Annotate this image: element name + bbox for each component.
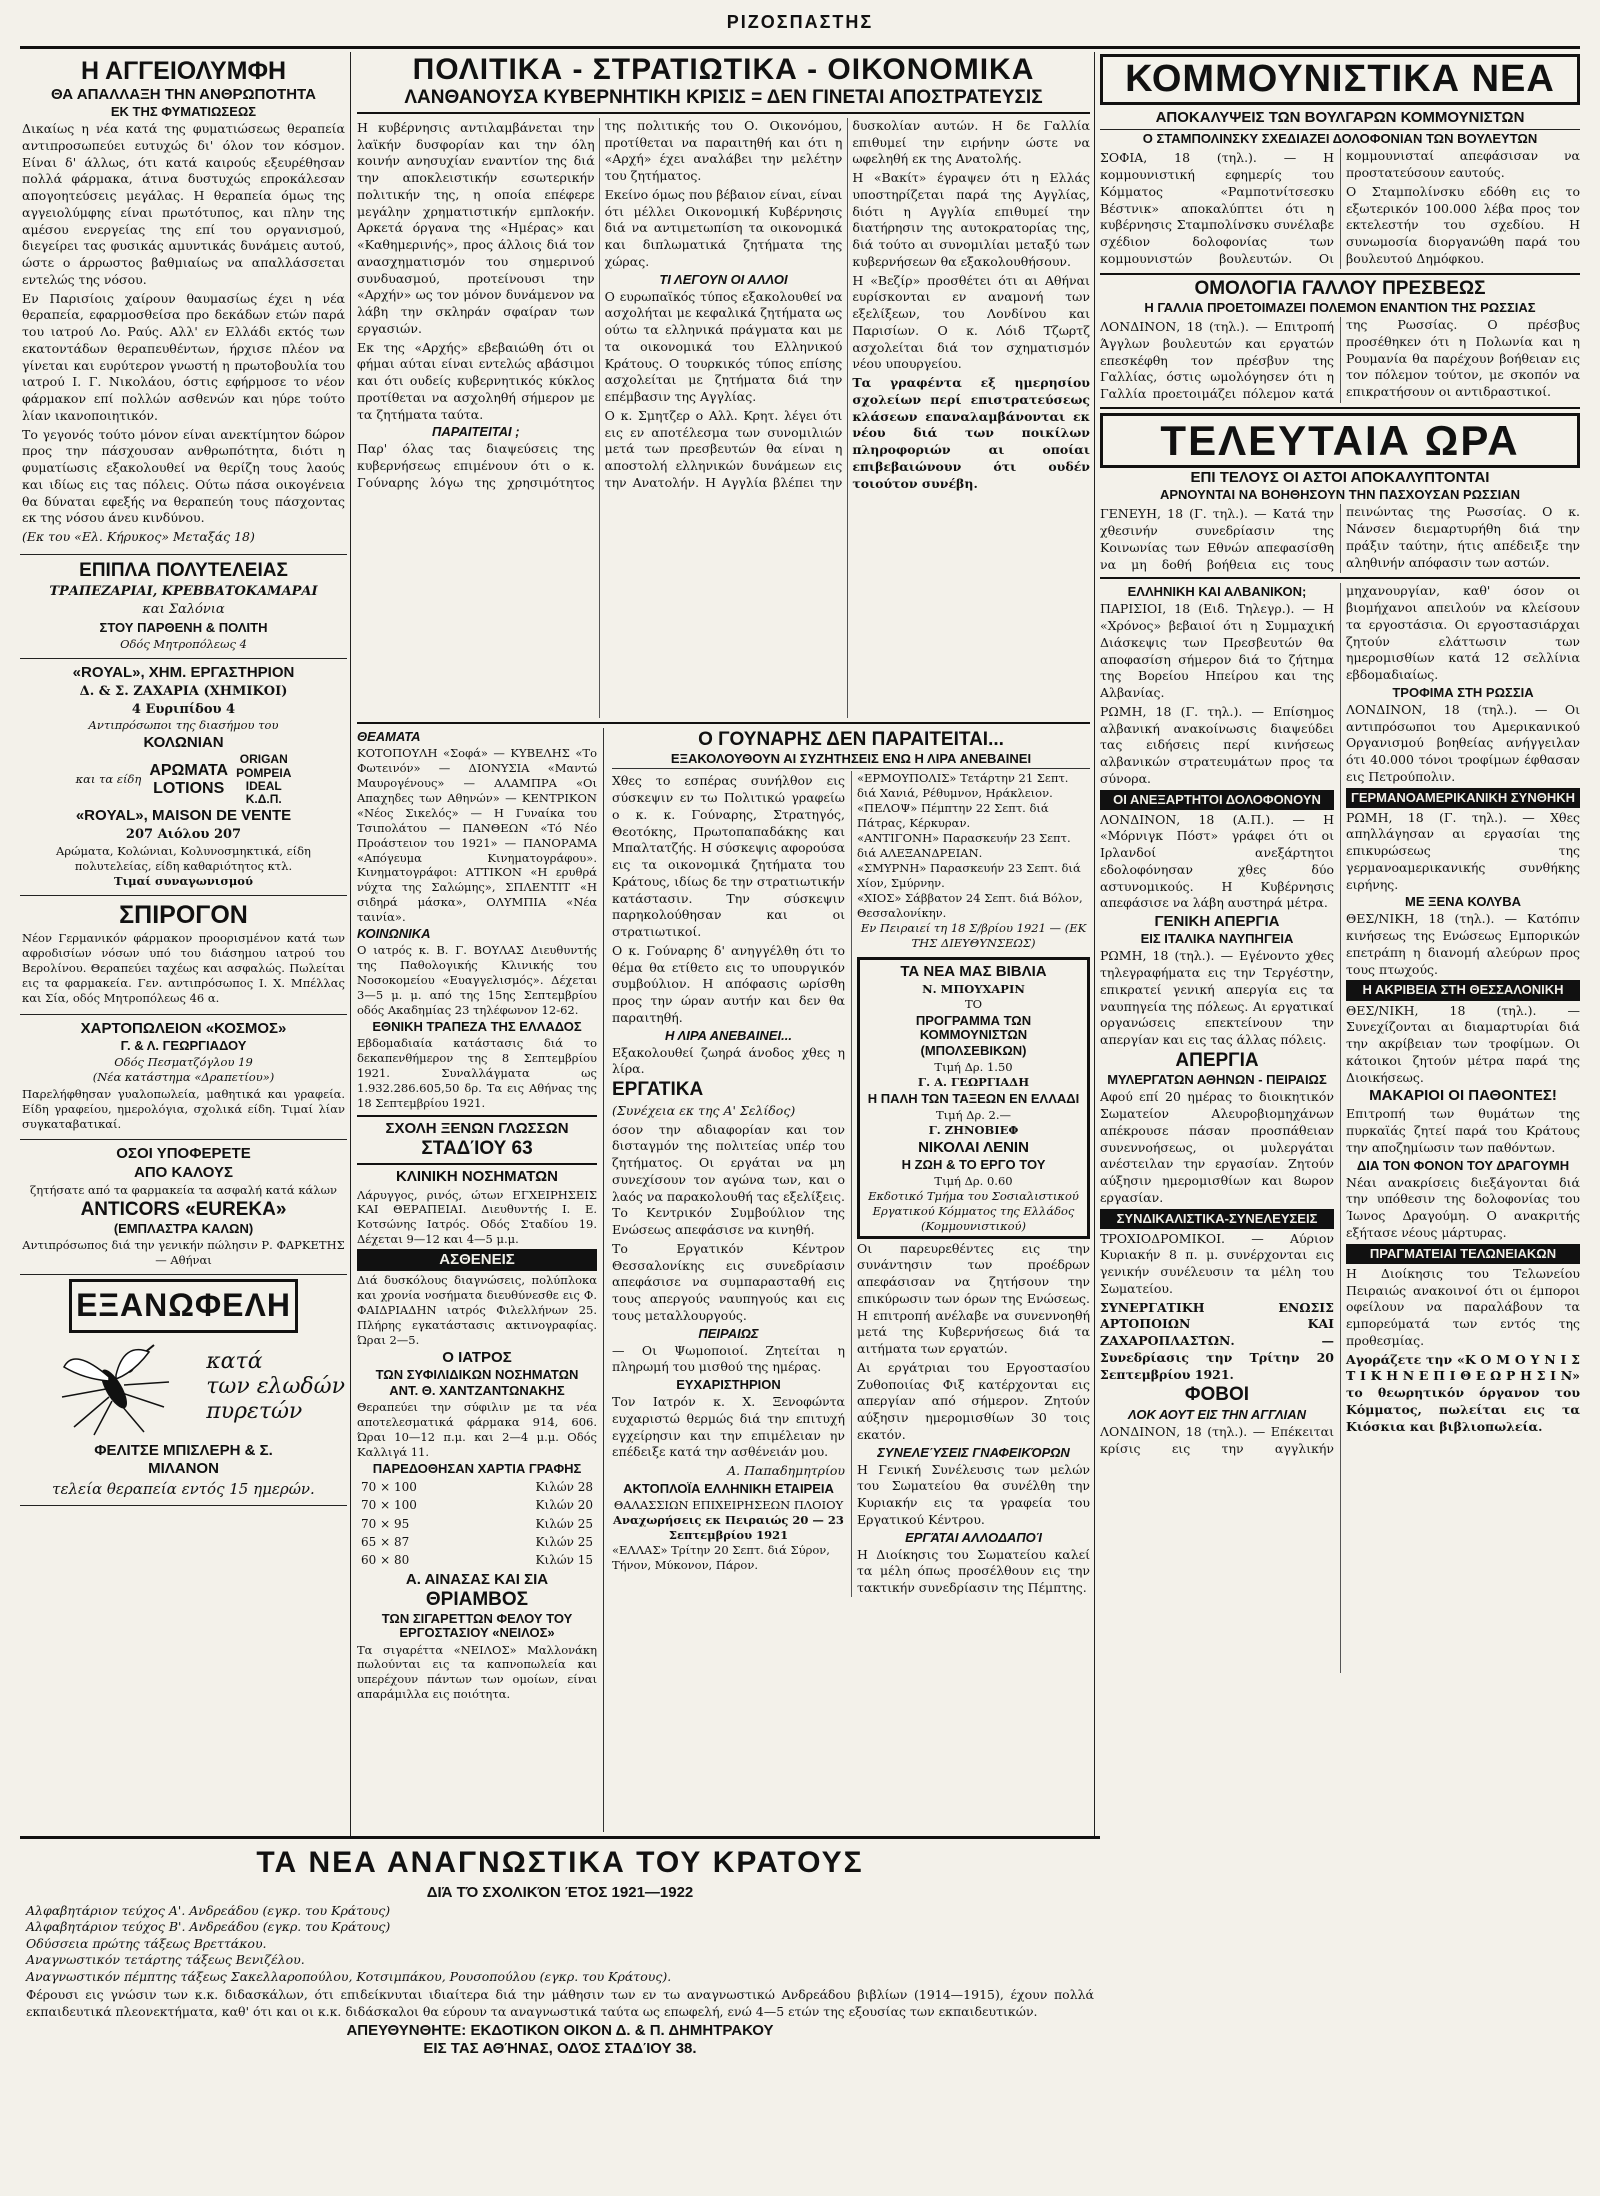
book-title: ΝΙΚΟΛΑΙ ΛΕΝΙΝ bbox=[918, 1138, 1029, 1156]
paragraph: Τα σιγαρέττα «ΝΕΙΛΟΣ» Μαλλονάκη πωλούνται εις τα καπνοπωλεία και υπερέχουν πάντων των ομοίων, είναι απαράμιλλα εις ποιότητα. bbox=[357, 1642, 597, 1702]
ad-title: ΣΠΙΡΟΓΟΝ bbox=[119, 900, 248, 929]
ad-name: ΑΝΤ. Θ. ΧΑΝΤΖΑΝΤΩΝΑΚΗΣ bbox=[389, 1383, 565, 1399]
paragraph: (Συνέχεια εκ της Α' Σελίδος) bbox=[612, 1102, 796, 1118]
paragraph: Η Διοίκησις του Σωματείου καλεί τα μέλη όπως προσέλθουν εις την τακτικήν συνεδρίασιν της Πέμπτης. bbox=[857, 1546, 1090, 1596]
ad-brand: POMPEIA bbox=[236, 765, 292, 780]
ad-address: 207 Αιόλου 207 bbox=[125, 827, 242, 843]
paragraph: Τον Ιατρόν κ. Χ. Ξενοφώντα ευχαριστώ θερμώς διά την επιτυχή εγχείρησιν και την επιμέλειαν ην επέδειξε κατά την ασθένειάν μου. bbox=[612, 1394, 845, 1460]
list-item: «ΠΕΛΟΨ» Πέμπτην 22 Σεπτ. διά Πάτρας, Κέρκυραν. bbox=[857, 801, 1049, 831]
ad-address: Οδός Μητροπόλεως 4 bbox=[120, 636, 247, 651]
divider bbox=[1100, 407, 1580, 409]
paragraph: ΤΡΟΧΙΟΔΡΟΜΙΚΟΙ. — Αύριον Κυριακήν 8 π. μ. συνέρχονται εις γενικήν συνέλευσιν τα μέλη του Σωματείου. bbox=[1100, 1230, 1334, 1296]
ad-brand-sub: (ΕΜΠΛΑΣΤΡΑ ΚΑΛΩΝ) bbox=[113, 1221, 254, 1237]
article-heading: ΠΑΡΑΙΤΕΙΤΑΙ ; bbox=[432, 424, 520, 440]
ad-brand: K.Δ.Π. bbox=[245, 792, 282, 807]
article-heading: Η ΑΚΡΙΒΕΙΑ ΣΤΗ ΘΕΣΣΑΛΟΝΙΚΗ bbox=[1346, 980, 1580, 1000]
paragraph: ΡΩΜΗ, 18 (Γ. τηλ.). — Χθες απηλλάγησαν αι εργασίαι της επικυρώσεως της γερμανοαμερικανικής συνθήκης ειρήνης. bbox=[1346, 809, 1580, 892]
paper-size: 65 × 87 bbox=[361, 1535, 410, 1550]
ad-kosmos bbox=[20, 1015, 347, 1141]
ad-sub: ΘΑΛΑΣΣΙΩΝ ΕΠΙΧΕΙΡΗΣΕΩΝ ΠΛΟΙΟΥ bbox=[613, 1497, 844, 1512]
paper-weight: Κιλών 25 bbox=[535, 1535, 593, 1550]
ad-line: ΤΡΑΠΕΖΑΡΙΑΙ, ΚΡΕΒΒΑΤΟΚΑΜΑΡΑΙ bbox=[49, 584, 318, 600]
masthead bbox=[20, 6, 1580, 49]
divider bbox=[357, 1163, 597, 1165]
paragraph: Εκείνο όμως που βέβαιον είναι, είναι ότι μέλλει Οικονομική Κυβέρνησις διά να αντιμετωπίση τα οικονομικά και διπλωματικά ζητήματα της χώρας. bbox=[604, 186, 843, 269]
ad-line: και τα είδη bbox=[75, 772, 142, 787]
ad-brands bbox=[22, 753, 345, 806]
paragraph: Ο Σταμπολίνσκυ εδόθη εις το εξωτερικόν 100.000 λέβα προς τον εκτελεστήν του σχεδίου. Η συνωμοσία διοργανώθη παρά του βουλευτού Δημόφκου. bbox=[1346, 183, 1580, 266]
article-heading: ΤΙ ΛΕΓΟΥΝ ΟΙ ΑΛΛΟΙ bbox=[659, 271, 788, 287]
paragraph: ΛΟΝΔΙΝΟΝ, 18 (Α.Π.). — Η «Μόρνιγκ Πόστ» γράφει ότι οι Ιρλανδοί ανεξάρτητοι εδολοφόνησαν χθες δύο αστυνομικούς. Η Κυβέρνησις απεφάσισε να λάβη αυστηρά μέτρα. bbox=[1100, 811, 1334, 911]
article-heading: ΕΛΛΗΝΙΚΗ ΚΑΙ ΑΛΒΑΝΙΚΟΝ; bbox=[1127, 584, 1307, 600]
ad-product: ΚΟΛΩΝΙΑΝ bbox=[143, 734, 224, 752]
article-heading: ΚΟΙΝΩΝΙΚΑ bbox=[357, 926, 431, 942]
books-box bbox=[857, 957, 1090, 1239]
paragraph: ΛΟΝΔΙΝΟΝ, 18 (τηλ.). — Επέκειται κρίσις εις την αγγλικήν μηχανουργίαν, καθ' όσον οι βιομήχανοι απειλούν να κλείσουν τα εργοστάσια. Οι εργοστασιάρχαι ζητούν ελάττωσιν των ημερομισθίων κατά 12 σελλίνια εβδομαδιαίως. bbox=[1100, 583, 1580, 1456]
paragraph: Ο ιατρός κ. Β. Γ. ΒΟΥΛΑΣ Διευθυντής της Παθολογικής Κλινικής του Νοσοκομείου «Ευαγγελισμός». Δέχεται 3—5 μ. μ. από της 15ης Σεπτεμβρίου οδός Ακαδημίας 23 τηλέφωνον 12-62. bbox=[357, 943, 597, 1017]
column-center bbox=[357, 52, 1090, 1832]
ad-shop: ΣΤΟΥ ΠΑΡΘΕΝΗ & ΠΟΛΙΤΗ bbox=[99, 619, 268, 635]
lower-center bbox=[357, 728, 1090, 1832]
headline: Ο ΓΟΥΝΑΡΗΣ ΔΕΝ ΠΑΡΑΙΤΕΙΤΑΙ... bbox=[698, 728, 1004, 750]
paper-size: 60 × 80 bbox=[361, 1553, 410, 1568]
ad-address: 4 Ευριπίδου 4 bbox=[131, 701, 236, 717]
ad-title: ΕΞΑΝΩΦΕΛΗ bbox=[69, 1279, 298, 1333]
book-sub: Η ΖΩΗ & ΤΟ ΕΡΓΟ ΤΟΥ bbox=[901, 1156, 1046, 1172]
ad-line: ζητήσατε από τα φαρμακεία τα ασφαλή κατά κάλων bbox=[30, 1182, 337, 1197]
books-title: ΤΑ ΝΕΑ ΜΑΣ ΒΙΒΛΙΑ bbox=[900, 962, 1047, 980]
ad-exanofeli bbox=[20, 1275, 347, 1506]
paragraph: ΠΑΡΙΣΙΟΙ, 18 (Ειδ. Τηλεγρ.). — Η «Χρόνος» βεβαιοί ότι η Συμμαχική Διάσκεψις των Πρεσβευτών θα αποφασίση σήμερον διά το ζήτημα της Βορείου Ηπείρου και της Αλβανίας. bbox=[1100, 601, 1334, 701]
paragraph: Θεραπεύει την σύφιλιν με τα νέα αποτελεσματικά φάρμακα 914, 606. Ώραι 10—12 π.μ. και 2—4 μ.μ. Οδός Καλλιγά 11. bbox=[357, 1400, 597, 1460]
paragraph: Ο ευρωπαϊκός τύπος εξακολουθεί να ασχολήται με κεφαλικά ζητήματα ως ούτω τα ελληνικά πράγματα και με τα οικονομικά του Ελληνικού Κράτους. Ο τουρκικός τύπος επίσης ασχολείται με ζητήματα διά την επέμβασιν της Αγγλίας. bbox=[604, 288, 843, 405]
ad-spirogon bbox=[20, 896, 347, 1015]
paragraph: ΓΕΝΕΥΗ, 18 (Γ. τηλ.). — Κατά την χθεσινήν συνεδρίασιν της Κοινωνίας των Εθνών απεφασίσθη να μη δοθή βοήθεια εις τους πεινώντας της Ρωσσίας. Ο κ. Νάνσεν διεμαρτυρήθη διά την πράξιν ταύτην, ήτις απέδειξε την αληθινήν απόφασιν των αστών. bbox=[1100, 504, 1580, 572]
paper-table bbox=[357, 1478, 597, 1570]
table-row bbox=[357, 1533, 597, 1551]
news-columns bbox=[1100, 148, 1580, 268]
ad-sub: ΤΩΝ ΣΥΦΙΛΙΔΙΚΩΝ ΝΟΣΗΜΑΤΩΝ bbox=[375, 1367, 579, 1383]
divider bbox=[1100, 273, 1580, 275]
table-row bbox=[357, 1478, 597, 1496]
paragraph: ΛΟΝΔΙΝΟΝ, 18 (τηλ.). — Επιτροπή Άγγλων βουλευτών και εργατών επεσκέφθη τον πρέσβυν της Γαλλίας, όστις ωμολόγησεν ότι η Γαλλία προετοιμάζει πόλεμον κατά της Ρωσσίας. Ο πρέσβυς προσέθηκεν ότι η Πολωνία και η Ρουμανία θα παρέχουν βοήθειαν εις τον πόλεμον τούτον, με σκοπόν να επικρατήσουν οι αντιδραστικοί. bbox=[1100, 317, 1580, 402]
ad-owner: Γ. & Λ. ΓΕΩΡΓΙΑΔΟΥ bbox=[120, 1037, 247, 1053]
banner-line: Οδύσσεια πρώτης τάξεως Βρεττάκου. bbox=[26, 1935, 267, 1951]
paragraph: Η «Βεζίρ» προσθέτει ότι αι Αθήναι ευρίσκονται εν αναμονή των εξελίξεων, του Λονδίνου και Παρισίων. Ο κ. Λόιδ Τζωρτζ ασχολείται διά τον σχηματισμόν νέου υπουργείου. bbox=[852, 272, 1090, 372]
article-heading: ΣΥΝΔΙΚΑΛΙΣΤΙΚΑ-ΣΥΝΕΛΕΥΣΕΙΣ bbox=[1100, 1209, 1334, 1229]
ad-title: ΑΣΘΕΝΕΙΣ bbox=[357, 1249, 597, 1271]
ad-title: ΘΡΙΑΜΒΟΣ bbox=[425, 1588, 529, 1610]
subheadline: Ο ΣΤΑΜΠΟΛΙΝΣΚΥ ΣΧΕΔΙΑΖΕΙ ΔΟΛΟΦΟΝΙΑΝ ΤΩΝ ΒΟΥΛΕΥΤΩΝ bbox=[1142, 131, 1538, 147]
article-heading: ΟΙ ΑΝΕΞΑΡΤΗΤΟΙ ΔΟΛΟΦΟΝΟΥΝ bbox=[1100, 790, 1334, 810]
paragraph: Ο κ. Γούναρης δ' ανηγγέλθη ότι το θέμα θα ετίθετο εις το υπουργικόν συμβούλιον. Η απόφασις ωρίσθη προς την ώραν αυτήν και δεν θα παραιτηθή. bbox=[612, 942, 845, 1025]
list-item: «ΣΜΥΡΝΗ» Παρασκευήν 23 Σεπτ. διά Χίον, Σμύρνην. bbox=[857, 861, 1081, 891]
ad-line: πυρετών bbox=[206, 1399, 303, 1425]
ad-title: «ROYAL», ΧΗΜ. ΕΡΓΑΣΤΗΡΙΟΝ bbox=[72, 663, 295, 681]
divider bbox=[357, 1115, 597, 1117]
paragraph: Λάρυγγος, ρινός, ώτων ΕΓΧΕΙΡΗΣΕΙΣ ΚΑΙ ΘΕΡΑΠΕΙΑΙ. Διευθυντής Ι. Ε. Κοτσώνης Ιατρός. Οδός Σταδίου 19. Δέχεται 9—12 και 4—5 μ.μ. bbox=[357, 1187, 597, 1247]
banner-sub: ΔΙΆ ΤΌ ΣΧΟΛΙΚΌΝ ΈΤΟΣ 1921—1922 bbox=[426, 1883, 694, 1901]
ad-title: ΣΧΟΛΗ ΞΕΝΩΝ ΓΛΩΣΣΩΝ bbox=[385, 1119, 569, 1137]
ad-address: ΣΤΑΔΊΟΥ 63 bbox=[421, 1137, 533, 1159]
subheadline: ΕΚ ΤΗΣ ΦΥΜΑΤΙΩΣΕΩΣ bbox=[110, 104, 257, 120]
ad-eureka bbox=[20, 1140, 347, 1275]
ad-furniture bbox=[20, 555, 347, 659]
ad-title: ΕΠΙΠΛΑ ΠΟΛΥΤΕΛΕΙΑΣ bbox=[79, 559, 288, 581]
book-author: Γ. ΖΗΝΟΒΙΕΦ bbox=[928, 1122, 1019, 1137]
list-item: «ΧΙΟΣ» Σάββατον 24 Σεπτ. διά Βόλον, Θεσσαλονίκην. bbox=[857, 890, 1083, 920]
paragraph: ΡΩΜΗ, 18 (τηλ.). — Εγένοντο χθες τηλεγραφήματα εις την Τεργέστην, επικρατεί γενική απεργία εις τα ναυπηγεία της πόλεως. Αι εργατικαί οργανώσεις επεκτείνουν την απεργίαν και εις τας άλλας πόλεις. bbox=[1100, 948, 1334, 1048]
paragraph: Εξακολουθεί ζωηρά άνοδος χθες η λίρα. bbox=[612, 1044, 845, 1077]
banner-address: ΕΙΣ ΤΑΣ ΑΘΉΝΑΣ, ΟΔΌΣ ΣΤΑΔΊΟΥ 38. bbox=[423, 2039, 697, 2057]
article-heading: ΜΕ ΞΕΝΑ ΚΟΛΥΒΑ bbox=[1404, 894, 1522, 910]
paragraph: Δικαίως η νέα κατά της φυματιώσεως θεραπεία αντιπροσωπεύει ευτυχώς δι' όλον τον κόσμον. Είναι δ' άλλως, ότι κατά καιρούς εξευρέθησαν πολλά φάρμακα, άτινα δυστυχώς επροκάλεσαν απογοητεύσεις μεγάλας. Η θεραπεία όμως της αγγειολύμφης είναι πρωτότυπος, και πλην της αμέσου ενεργείας της επί του οργανισμού, διεγείρει τας φυσικάς αμυντικάς δυνάμεις αυτού, ώστε ο άρρωστος βαθμιαίως να απαλλάσσεται εντελώς της νόσου. bbox=[22, 121, 345, 287]
ad-line: Αρώματα, Κολώνιαι, Κολυνοσμηκτικά, είδη πολυτελείας, είδη καθαριότητος κτλ. bbox=[56, 844, 311, 873]
banner-title: ΤΑ ΝΕΑ ΑΝΑΓΝΩΣΤΙΚΑ ΤΟΥ ΚΡΑΤΟΥΣ bbox=[256, 1846, 864, 1879]
paragraph: όσον την αδιαφορίαν και τον δισταγμόν της πολιτείας υπέρ του ζητήματος. Οι εργάται να μη συνεχίσουν τον αγώνα των, και ο λαός να παρακολουθή τας εξελίξεις. Το Κεντρικόν Συμβούλιον της Ενώσεως απεφάσισε να κινηθή. bbox=[612, 1121, 845, 1237]
mosquito-icon bbox=[54, 1337, 174, 1437]
article-angiolymph bbox=[20, 52, 347, 555]
ad-sub: ΑΠΟ ΚΑΛΟΥΣ bbox=[133, 1163, 234, 1181]
book-pre: ΤΟ bbox=[964, 996, 983, 1011]
ad-title: ΠΑΡΕΔΟΘΗΣΑΝ ΧΑΡΤΙΑ ΓΡΑΦΗΣ bbox=[372, 1461, 582, 1477]
banner-line: Αναγνωστικόν πέμπτης τάξεως Σακελλαροπούλου, Κοτσιμπάκου, Ρουσοπούλου (εγκρ. του Κράτους). bbox=[26, 1968, 672, 1984]
ad-note: Τιμαί συναγωνισμού bbox=[114, 873, 253, 888]
paper-weight: Κιλών 28 bbox=[535, 1480, 593, 1495]
banner-publisher: ΑΠΕΥΘΥΝΘΗΤΕ: ΕΚΔΟΤΙΚΟΝ ΟΙΚΟΝ Δ. & Π. ΔΗΜΗΤΡΑΚΟΥ bbox=[346, 2021, 774, 2039]
article-heading: ΕΡΓΆΤΑΙ ΑΛΛΟΔΑΠΟΊ bbox=[905, 1529, 1042, 1545]
paragraph: ΘΕΣ/ΝΙΚΗ, 18 (τηλ.). — Κατόπιν κινήσεως της Ενώσεως Εμπορικών επετράπη η διανομή αλεύρων προς τους πτωχούς. bbox=[1346, 911, 1580, 977]
paragraph: Η Διοίκησις του Τελωνείου Πειραιώς ανακοινοί ότι οι έμποροι οφείλουν να παραλάβουν τα εμπορεύματά των εντός της προθεσμίας. bbox=[1346, 1265, 1580, 1348]
banner-line: Αλφαβητάριον τεύχος Α'. Ανδρεάδου (εγκρ. του Κράτους) bbox=[26, 1902, 391, 1918]
paragraph: Νέαι ανακρίσεις διεξάγονται διά την υπόθεσιν της δολοφονίας του Ίωνος Δραγούμη. Ο ανακριτής εξήτασε νέους μάρτυρας. bbox=[1346, 1174, 1580, 1240]
ad-brand-group bbox=[149, 762, 228, 797]
paragraph: — Οι Ψωμοποιοί. Ζητείται η πληρωμή του μισθού της ημέρας. bbox=[612, 1342, 845, 1375]
article-heading: ΠΕΙΡΑΙΩΣ bbox=[698, 1325, 759, 1341]
section-header: ΤΕΛΕΥΤΑΙΑ ΩΡΑ bbox=[1100, 413, 1580, 468]
book-author: Ν. ΜΠΟΥΧΑΡΙΝ bbox=[922, 981, 1025, 996]
article-heading: ΛΟΚ ΑΟΥΤ ΕΙΣ ΤΗΝ ΑΓΓΛΙΑΝ bbox=[1127, 1407, 1307, 1422]
ad-shop: «ROYAL», MAISON DE VENTE bbox=[75, 807, 292, 825]
article-heading: ΔΙΑ ΤΟΝ ΦΟΝΟΝ ΤΟΥ ΔΡΑΓΟΥΜΗ bbox=[1356, 1157, 1570, 1173]
paragraph: ΡΩΜΗ, 18 (Γ. τηλ.). — Επίσημος αλβανική ανακοίνωσις διαψεύδει τας ειδήσεις περί κινήσεως αλβανικών στρατευμάτων προς τα σύνορα. bbox=[1100, 703, 1334, 786]
list-item: «ΕΛΛΑΣ» Τρίτην 20 Σεπτ. διά Σύρον, Τήνον, Μύκονον, Πάρον. bbox=[612, 1542, 830, 1572]
subheadline: Η ΓΑΛΛΙΑ ΠΡΟΕΤΟΙΜΑΖΕΙ ΠΟΛΕΜΟΝ ΕΝΑΝΤΙΟΝ ΤΗΣ ΡΩΣΣΙΑΣ bbox=[1144, 300, 1536, 316]
subheadline: ΕΠΙ ΤΕΛΟΥΣ ΟΙ ΑΣΤΟΙ ΑΠΟΚΑΛΥΠΤΟΝΤΑΙ bbox=[1190, 469, 1490, 487]
article-heading: ΑΠΕΡΓΙΑ bbox=[1175, 1049, 1259, 1071]
paragraph: Ο κ. Σμητζερ ο Αλλ. Κρητ. λέγει ότι εις εν αποτέλεσμα των συνομιλιών μετά των πρεσβευτών θα είναι η αποστολή ελληνικών δυνάμεων εις την Ανατολήν. Η Αγγλία βλέπει την δυσκολίαν αυτών. Η δε Γαλλία επιθυμεί την ειρήνην ώστε να ωφεληθή εκ της Ανατολής. bbox=[604, 117, 1090, 490]
ad-date: Αναχωρήσεις εκ Πειραιώς 20 — 23 Σεπτεμβρίου 1921 bbox=[613, 1512, 844, 1542]
ad-brand-group bbox=[236, 753, 291, 806]
ad-line: των ελωδών bbox=[206, 1374, 345, 1400]
paragraph: Τα γραφέντα εξ ημερησίου σχολείων περί επιστρατεύσεως κλάσεων επαναλαμβάνονται εκ νέου διά των ποικίλων πληροφοριών αι οποίαι επιβεβαιώνουν ότι ουδέν τοιούτον συνέβη. bbox=[852, 375, 1090, 491]
politics-columns bbox=[357, 118, 1090, 718]
subheadline: ΘΑ ΑΠΑΛΛΑΞΗ ΤΗΝ ΑΝΘΡΩΠΟΤΗΤΑ bbox=[51, 86, 316, 103]
paragraph: Παρ' όλας τας διαψεύσεις της κυβερνήσεως επιμένουν ότι ο κ. Γούναρης λόγω της χρησιμότητος της πολιτικής του Ο. Οικονόμου, προτίθεται να παραιτηθή και ότι η «Αρχή» έχει αναλάβει την μελέτην του ζητήματος. bbox=[357, 117, 843, 490]
paragraph: Χθες το εσπέρας συνήλθον εις σύσκεψιν εν τω Πολιτικώ γραφείω ο κ. κ. Γούναρης, Στρατηγός, Θεοτόκης, Πρωτοπαπαδάκης και Μπαλτατζής. Η σύσκεψις αφορούσα εις τα οικονομικά ζητήματα του Κράτους, ιδίως δε την στρατιωτικήν κατάστασιν. Την σύσκεψιν παρηκολούθησαν και οι στρατιωτικοί. bbox=[612, 773, 845, 940]
article-heading: Η ΛΙΡΑ ΑΝΕΒΑΙΝΕΙ... bbox=[665, 1027, 792, 1043]
paper-weight: Κιλών 25 bbox=[535, 1516, 593, 1531]
book-author: Γ. Α. ΓΕΩΡΓΙΑΔΗ bbox=[917, 1074, 1030, 1089]
ad-text: Νέον Γερμανικόν φάρμακον προορισμένον κατά των αφροδισίων νόσων υπό του διάσημου ιατρού του Βερολίνου. Θεραπεύει ταχέως και ασφαλώς. Πωλείται εις τα φαρμακεία. Γεν. αντιπρόσωπος Ι. Χ. Μπέλλας και Σία, οδός Μητροπόλεως 46 α. bbox=[22, 930, 345, 1005]
article-heading: ΘΕΑΜΑΤΑ bbox=[357, 728, 421, 744]
table-row bbox=[357, 1496, 597, 1514]
banner-line: Φέρουσι εις γνώσιν των κ.κ. διδασκάλων, ότι επιδείκνυται ιδιαίτερα διά την μάθησιν των εν τω αναγνωστικώ Ανδρεάδου βιβλίων (1914—1915), έχουν πολλά εκπαιδευτικά πλεονεκτήματα, καθ' ότι και οι κ.κ. διδάσκαλοι θα εύρουν τα αναγνωστικά ταύτα ως επωφελή, ενώ 4—5 ετών της εξουσίας των εκπαιδευτικών. bbox=[26, 1987, 1094, 2020]
ad-brand: LOTIONS bbox=[153, 779, 225, 797]
ad-line: κατά bbox=[206, 1348, 263, 1374]
divider bbox=[1100, 577, 1580, 579]
books-publisher: Εκδοτικό Τμήμα του Σοσιαλιστικού Εργατικού Κόμματος της Ελλάδος (Κομμουνιστικού) bbox=[868, 1188, 1079, 1233]
column-right bbox=[1100, 52, 1580, 2186]
book-price: Τιμή Δρ. 1.50 bbox=[934, 1059, 1013, 1074]
book-price: Τιμή Δρ. 0.60 bbox=[934, 1173, 1013, 1188]
article-heading: ΦΟΒΟΙ bbox=[1184, 1384, 1250, 1406]
paper-weight: Κιλών 20 bbox=[535, 1498, 593, 1513]
paragraph: Το Εργατικόν Κέντρον Θεσσαλονίκης εις συνεδρίασιν απεφάσισε να συμπαρασταθή εις τους απεργούς ναυπηγούς και εις τους μεταλλουργούς. bbox=[612, 1240, 845, 1323]
ad-brand: ORIGAN bbox=[239, 752, 288, 767]
book-title: Η ΠΑΛΗ ΤΩΝ ΤΑΞΕΩΝ ΕΝ ΕΛΛΑΔΙ bbox=[867, 1090, 1080, 1106]
article-heading: ΜΑΚΑΡΙΟΙ ΟΙ ΠΑΘΟΝΤΕΣ! bbox=[1369, 1087, 1557, 1105]
headline: Η ΑΓΓΕΙΟΛΥΜΦΗ bbox=[80, 57, 287, 85]
section-subheader: ΛΑΝΘΑΝΟΥΣΑ ΚΥΒΕΡΝΗΤΙΚΗ ΚΡΙΣΙΣ = ΔΕΝ ΓΙΝΕΤΑΙ ΑΠΟΣΤΡΑΤΕΥΣΙΣ bbox=[357, 88, 1090, 114]
banner-line: Αναγνωστικόν τετάρτης τάξεως Βενιζέλου. bbox=[26, 1952, 305, 1968]
paragraph: Εν Παρισίοις χαίρουν θαυμασίως έχει η νέα θεραπεία, εφαρμοσθείσα προ δεκάδων ετών παρά του ιατρού Λο. Ραύς. Αλλ' εν Ελλάδι εκτός των εκατοντάδων θεραπευθέντων, ήρχισε πλέον να γίνεται και ευρύτερον γνωστή η πρωτοβουλία του ιατρού Ι. Γ. Νικολάου, όστις εφήρμοσε το νέον φάρμακον επί πολλών ασθενών και ηύρε τούτο λίαν ικανοποιητικόν. bbox=[22, 290, 345, 423]
article-heading: ΕΡΓΑΤΙΚΑ bbox=[612, 1079, 704, 1101]
paper-size: 70 × 95 bbox=[361, 1516, 410, 1531]
signature: Α. Παπαδημητρίου bbox=[727, 1463, 845, 1479]
paragraph: ΣΟΦΙΑ, 18 (τηλ.). — Η κομμουνιστική εφημερίς του Κόμματος «Ραμποτνίτσεσκυ Βέστνικ» αποκαλύπτει ότι η κυβέρνησις Σταμπολίνσκυ συνέλαβε σχέδιον δολοφονίας των κομμουνιστών βουλευτών. Οι κομμουνισταί απεφάσισαν να προστατεύσουν εαυτούς. bbox=[1100, 148, 1580, 266]
paper-size: 70 × 100 bbox=[361, 1480, 417, 1495]
paragraph: ΣΥΝΕΡΓΑΤΙΚΗ ΕΝΩΣΙΣ ΑΡΤΟΠΟΙΩΝ ΚΑΙ ΖΑΧΑΡΟΠΛΑΣΤΩΝ. — Συνεδρίασις την Τρίτην 20 Σεπτεμβρίου 1921. bbox=[1100, 1299, 1334, 1382]
ad-title: ΟΣΟΙ ΥΠΟΦΕΡΕΤΕ bbox=[116, 1145, 251, 1163]
news-columns bbox=[1100, 504, 1580, 573]
book-title: ΠΡΟΓΡΑΜΜΑ ΤΩΝ ΚΟΜΜΟΥΝΙΣΤΩΝ bbox=[915, 1012, 1032, 1042]
ad-seller: Α. ΑΙΝΑΣΑΣ ΚΑΙ ΣΙΑ bbox=[405, 1570, 549, 1588]
ad-title: Ο ΙΑΤΡΟΣ bbox=[442, 1349, 512, 1367]
paragraph: Το γεγονός τούτο μόνον είναι ανεκτίμητον δώρον προς την πάσχουσαν ανθρωπότητα, διότι η φυματίωσις εξακολουθεί να θερίζη τους λαούς και ιδίως εις τας πόλεις. Ούτω πάσα οικογένεια θα δύναται εφεξής να θεραπεύη τους πάσχοντας εκ της νόσου άνευ κινδύνου. bbox=[22, 426, 345, 526]
paragraph: Αγοράζετε την «Κ Ο Μ Ο Υ Ν Ι Σ Τ Ι Κ Η Ν Ε Π Ι Θ Ε Ω Ρ Η Σ Ι Ν» το θεωρητικόν όργανον του Κόμματος, πωλείται εις τα Κιόσκια και βιβλιοπωλεία. bbox=[1346, 1351, 1580, 1434]
headline: ΟΜΟΛΟΓΙΑ ΓΑΛΛΟΥ ΠΡΕΣΒΕΩΣ bbox=[1194, 277, 1486, 299]
table-row bbox=[357, 1515, 597, 1533]
paragraph: Εβδομαδιαία κατάστασις διά το δεκαπενθήμερον της 8 Σεπτεμβρίου 1921. Συναλλάγματα ως 1.932.286.605,50 δρ. Τα εις Αθήνας της 18 Σεπτεμβρίου 1921. bbox=[357, 1035, 597, 1110]
article-heading: ΕΥΧΑΡΙΣΤΗΡΙΟΝ bbox=[676, 1377, 781, 1393]
news-columns bbox=[612, 771, 1090, 1596]
banner-line: Αλφαβητάριον τεύχος Β'. Ανδρεάδου (εγκρ. του Κράτους) bbox=[26, 1919, 391, 1935]
paragraph: ΛΟΝΔΙΝΟΝ, 18 (τηλ.). — Οι αντιπρόσωποι του Αμερικανικού Οργανισμού βοηθείας ανήγγειλαν ότι 40.000 τόνοι τροφίμων έφθασαν εις Πετρούπολιν. bbox=[1346, 701, 1580, 784]
ad-title: ΧΑΡΤΟΠΩΛΕΙΟΝ «ΚΟΣΜΟΣ» bbox=[80, 1019, 287, 1037]
ad-owner: Δ. & Σ. ΖΑΧΑΡΙΑ (ΧΗΜΙΚΟΙ) bbox=[79, 683, 288, 699]
ad-slogan bbox=[206, 1349, 345, 1425]
banner-school-books bbox=[20, 1836, 1100, 2186]
paragraph: Αφού επί 20 ημέρας το διοικητικόν Σωματείον Αλευροβιομηχάνων απέκρουσε πάσαν προσπάθειαν συνεννοήσεως, οι μυλεργάται ανέστειλαν την εργασίαν. Ζητούν αύξησιν ημερομισθίων και 8ωρον εργασίαν. bbox=[1100, 1089, 1334, 1205]
ad-note: (Νέα κατάστημα «Δραπετίου») bbox=[92, 1069, 275, 1084]
ad-address: Οδός Πεσματζόγλου 19 bbox=[114, 1054, 253, 1069]
article-heading: ΣΥΝΕΛΕΎΣΕΙΣ ΓΝΑΦΕΙΚΌΡΩΝ bbox=[877, 1444, 1070, 1460]
subheadline: ΑΠΟΚΑΛΥΨΕΙΣ ΤΩΝ ΒΟΥΛΓΑΡΩΝ ΚΟΜΜΟΥΝΙΣΤΩΝ bbox=[1100, 107, 1580, 130]
news-columns bbox=[1100, 583, 1580, 1673]
paragraph: Εκ της «Αρχής» εβεβαιώθη ότι οι φήμαι αύται είναι εντελώς αβάσιμοι και ότι ουδείς κυβερνητικός κύκλος προτίθεται να ασχοληθή σήμερον με τα ζητήματα ταύτα. bbox=[357, 339, 595, 422]
paragraph: Αι εργάτριαι του Εργοστασίου Ζυθοποιίας Φιξ κατέρχονται εις απεργίαν από σήμερον. Ζητούν αύξησιν ημερομισθίων 30 τοις εκατόν. bbox=[857, 1359, 1090, 1442]
masthead-title: ΡΙΖΟΣΠΑΣΤΗΣ bbox=[726, 12, 874, 32]
ad-brand: ANTICORS «EUREKA» bbox=[80, 1198, 287, 1220]
ad-brand: ΑΡΩΜΑΤΑ bbox=[149, 762, 229, 780]
paragraph: Η «Βακίτ» έγραψεν ότι η Ελλάς υποστηρίζεται παρά της Αγγλίας, διότι η Αγγλία επιθυμεί την διατήρησιν της αυτοκρατορίας της, διά τούτο αι συνομιλίαι μεταξύ των κυβερνήσεων θα εξακολουθήσουν. bbox=[852, 170, 1090, 269]
paper-weight: Κιλών 15 bbox=[535, 1553, 593, 1568]
subheadline: ΑΡΝΟΥΝΤΑΙ ΝΑ ΒΟΗΘΗΣΟΥΝ ΤΗΝ ΠΑΣΧΟΥΣΑΝ ΡΩΣΣΙΑΝ bbox=[1159, 487, 1521, 503]
ad-sign: Εν Πειραιεί τη 18 Σ/βρίου 1921 — (ΕΚ ΤΗΣ ΔΙΕΥΘΥΝΣΕΩΣ) bbox=[860, 920, 1087, 950]
news-columns bbox=[1100, 317, 1580, 403]
section-header: ΠΟΛΙΤΙΚΑ - ΣΤΡΑΤΙΩΤΙΚΑ - ΟΙΚΟΝΟΜΙΚΑ bbox=[412, 53, 1035, 86]
paragraph: Η κυβέρνησις αντιλαμβάνεται την λαϊκήν δυσφορίαν και την όλη κοινήν ανησυχίαν εναντίον της διά την αποκλειστικήν εσωτερικήν πολιτικήν της, η οποία επέφερε μεγάλην χρηματιστικήν εμπλοκήν. Αρκετά όργανα της «Ημέρας» και «Καθημερινής», προς άλλοις διά τον ανασχηματισμόν του σημερινού συνδυασμού, προτείνουσι την «Αρχήν» ως τον μόνον δυνάμενον να λάβη την σκληράν σφαίραν των εργασιών. bbox=[357, 119, 595, 336]
ad-city: ΜΙΛΑΝΟΝ bbox=[148, 1459, 219, 1477]
article-heading: ΜΥΛΕΡΓΑΤΩΝ ΑΘΗΝΩΝ - ΠΕΙΡΑΙΩΣ bbox=[1107, 1072, 1327, 1088]
article-heading: ΤΡΟΦΙΜΑ ΣΤΗ ΡΩΣΣΙΑ bbox=[1392, 684, 1534, 700]
ad-maker: ΦΕΛΙΤΣΕ ΜΠΙΣΛΕΡΗ & Σ. bbox=[94, 1441, 273, 1459]
list-item: «ΕΡΜΟΥΠΟΛΙΣ» Τετάρτην 21 Σεπτ. διά Χανιά, Ρέθυμνον, Ηράκλειον. bbox=[857, 771, 1069, 801]
ad-line: Αντιπρόσωποι της διασήμου του bbox=[88, 718, 279, 733]
ad-tagline: τελεία θεραπεία εντός 15 ημερών. bbox=[52, 1480, 315, 1499]
paragraph: Οι παρευρεθέντες εις την συνάντησιν των προέδρων απεφάσισαν να ζητήσουν την επικύρωσιν των όρων της Ενώσεως. Η επιτροπή ανέλαβε να συνεννοηθή μετά της Κυβερνήσεως διά τα αιτήματα των εργατών. bbox=[857, 1240, 1090, 1357]
book-price: Τιμή Δρ. 2.— bbox=[935, 1107, 1012, 1122]
paragraph: Επιτροπή των θυμάτων της πυρκαϊάς ζητεί παρά του Κράτους την αποζημίωσιν των παθόντων. bbox=[1346, 1106, 1580, 1155]
ad-line: και Σαλόνια bbox=[142, 602, 225, 618]
ad-sub: ΤΩΝ ΣΙΓΑΡΕΤΤΩΝ ΦΕΛΟΥ ΤΟΥ ΕΡΓΟΣΤΑΣΙΟΥ «ΝΕΙΛΟΣ» bbox=[381, 1611, 573, 1641]
section-header: ΚΟΜΜΟΥΝΙΣΤΙΚΑ ΝΕΑ bbox=[1100, 54, 1580, 105]
article-heading: ΓΕΡΜΑΝΟΑΜΕΡΙΚΑΝΙΚΗ ΣΥΝΘΗΚΗ bbox=[1346, 788, 1580, 808]
ad-title: ΑΚΤΟΠΛΟΪΑ ΕΛΛΗΝΙΚΗ ΕΤΑΙΡΕΙΑ bbox=[623, 1480, 834, 1496]
list-item: «ΑΝΤΙΓΟΝΗ» Παρασκευήν 23 Σεπτ. διά ΑΛΕΞΑΝΔΡΕΙΑΝ. bbox=[857, 831, 1071, 861]
paragraph: Η Γενική Συνέλευσις των μελών του Σωματείου θα συνέλθη την Κυριακήν εις τα γραφεία του Εργατικού Κέντρου. bbox=[857, 1461, 1090, 1527]
article-heading: ΕΘΝΙΚΗ ΤΡΑΠΕΖΑ ΤΗΣ ΕΛΛΑΔΟΣ bbox=[372, 1018, 582, 1034]
divider bbox=[357, 722, 1090, 724]
ad-royal bbox=[20, 659, 347, 896]
ad-brand: IDEAL bbox=[245, 778, 282, 793]
paper-size: 70 × 100 bbox=[361, 1498, 417, 1513]
book-sub: (ΜΠΟΛΣΕΒΙΚΩΝ) bbox=[920, 1042, 1027, 1058]
notices-column bbox=[357, 728, 604, 1832]
paragraph: ΘΕΣ/ΝΙΚΗ, 18 (τηλ.). — Συνεχίζονται αι διαμαρτυρίαι διά την ακρίβειαν των τροφίμων. Οι κάτοικοι ζητούν μέτρα παρά της Διοικήσεως. bbox=[1346, 1002, 1580, 1085]
table-row bbox=[357, 1551, 597, 1569]
ad-agent: Αντιπρόσωπος διά την γενικήν πώλησιν Ρ. ΦΑΡΚΕΤΗΣ — Αθήναι bbox=[22, 1238, 345, 1268]
article-heading: ΕΙΣ ΙΤΑΛΙΚΑ ΝΑΥΠΗΓΕΙΑ bbox=[1140, 931, 1294, 947]
paragraph: Διά δυσκόλους διαγνώσεις, πολύπλοκα και χρονία νοσήματα διευθύνεσθε εις Φ. ΦΑΙΔΡΙΑΔΗΝ ιατρός Φιλελλήνων 25. Πλήρης εγκατάστασις ακτινογραφίας. Ώραι 2—5. bbox=[357, 1273, 597, 1348]
ad-text: Παρελήφθησαν γυαλοπωλεία, μαθητικά και γραφεία. Είδη γραφείου, ημερολόγια, σχολικά είδη. Τιμαί λίαν συγκαταβατικαί. bbox=[22, 1086, 345, 1131]
source-note: (Εκ του «Ελ. Κήρυκος» Μεταξάς 18) bbox=[22, 529, 255, 545]
paragraph: ΚΟΤΟΠΟΥΛΗ «Σοφά» — ΚΥΒΕΛΗΣ «Το Φωτεινόν» — ΔΙΟΝΥΣΙΑ «Μαντώ Μαυρογένους» — ΑΛΑΜΠΡΑ «Οι Απαχηδες των Αθηνών» — ΚΕΝΤΡΙΚΟΝ «Νέος Σικελός» — Η Γυναίκα του Τσιπολάτου — ΠΑΝΘΕΩΝ «Τό Νέο Προάστειον του 1921» — ΠΑΝΟΡΑΜΑ «Απόγευμα Κινηματογράφου». Κινηματογράφοι: ΑΤΤΙΚΟΝ «Η ερυθρά νύχτα της Σαλώμης», ΣΠΛΕΝΤΙΤ «Η σιδηρά μάσκα», ΟΛΥΜΠΙΑ «Νέα ταινία». bbox=[357, 745, 597, 925]
ad-title: ΚΛΙΝΙΚΗ ΝΟΣΗΜΑΤΩΝ bbox=[395, 1168, 558, 1186]
article-heading: ΠΡΑΓΜΑΤΕΙΑΙ ΤΕΛΩΝΕΙΑΚΩΝ bbox=[1346, 1244, 1580, 1264]
subheadline: ΕΞΑΚΟΛΟΥΘΟΥΝ ΑΙ ΣΥΖΗΤΗΣΕΙΣ ΕΝΩ Η ΛΙΡΑ ΑΝΕΒΑΙΝΕΙ bbox=[612, 752, 1090, 769]
ad-body bbox=[22, 1333, 345, 1441]
article-heading: ΓΕΝΙΚΗ ΑΠΕΡΓΙΑ bbox=[1154, 913, 1280, 931]
news-lower bbox=[612, 728, 1090, 1832]
